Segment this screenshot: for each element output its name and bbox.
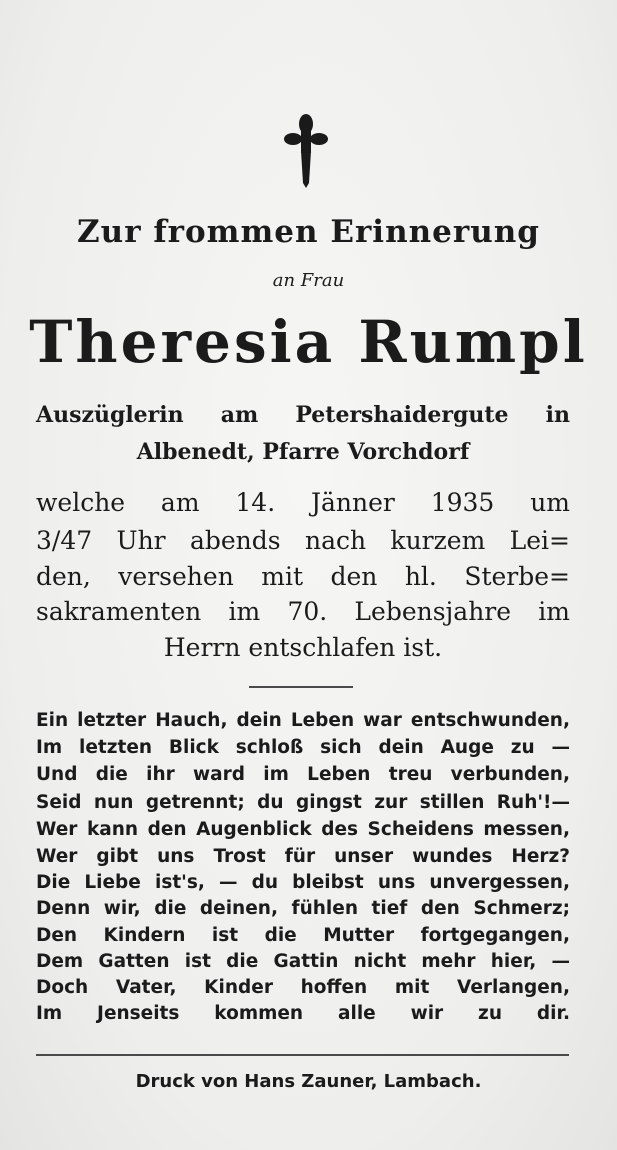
body-line-2: 3/47 Uhr abends nach kurzem Lei= (36, 526, 570, 555)
poem-line-7: Die Liebe ist's, — du bleibst uns unvergessen, (36, 872, 570, 893)
divider-short (249, 686, 353, 688)
poem-line-1: Ein letzter Hauch, dein Leben war entschwunden, (36, 710, 570, 731)
body-line-1: welche am 14. Jänner 1935 um (36, 488, 570, 517)
poem-line-2: Im letzten Blick schloß sich dein Auge zu — (36, 737, 570, 758)
poem-line-5: Wer kann den Augenblick des Scheidens messen, (36, 819, 570, 840)
role-line-1: Auszüglerin am Petershaidergute in (36, 402, 570, 428)
printer-credit: Druck von Hans Zauner, Lambach. (135, 1071, 482, 1092)
poem-line-12: Im Jenseits kommen alle wir zu dir. (36, 1003, 570, 1024)
body-line-5: Herrn entschlafen ist. (163, 633, 443, 662)
cross-icon (284, 113, 328, 189)
body-line-4: sakramenten im 70. Lebensjahre im (36, 597, 570, 626)
body-line-3: den, versehen mit den hl. Sterbe= (36, 562, 570, 591)
deceased-name: Theresia Rumpl (29, 308, 588, 376)
poem-line-9: Den Kindern ist die Mutter fortgegangen, (36, 925, 570, 946)
poem-line-4: Seid nun getrennt; du gingst zur stillen Ruh'!— (36, 792, 570, 813)
poem-line-10: Dem Gatten ist die Gattin nicht mehr hier, — (36, 951, 570, 972)
poem-line-6: Wer gibt uns Trost für unser wundes Herz? (36, 846, 570, 867)
poem-line-8: Denn wir, die deinen, fühlen tief den Schmerz; (36, 898, 570, 919)
poem-line-11: Doch Vater, Kinder hoffen mit Verlangen, (36, 977, 570, 998)
poem-line-3: Und die ihr ward im Leben treu verbunden, (36, 764, 570, 785)
heading: Zur frommen Erinnerung (77, 214, 540, 250)
addressee-prefix: an Frau (272, 270, 345, 291)
divider-long (36, 1054, 569, 1056)
role-line-2: Albenedt, Pfarre Vorchdorf (136, 439, 470, 465)
